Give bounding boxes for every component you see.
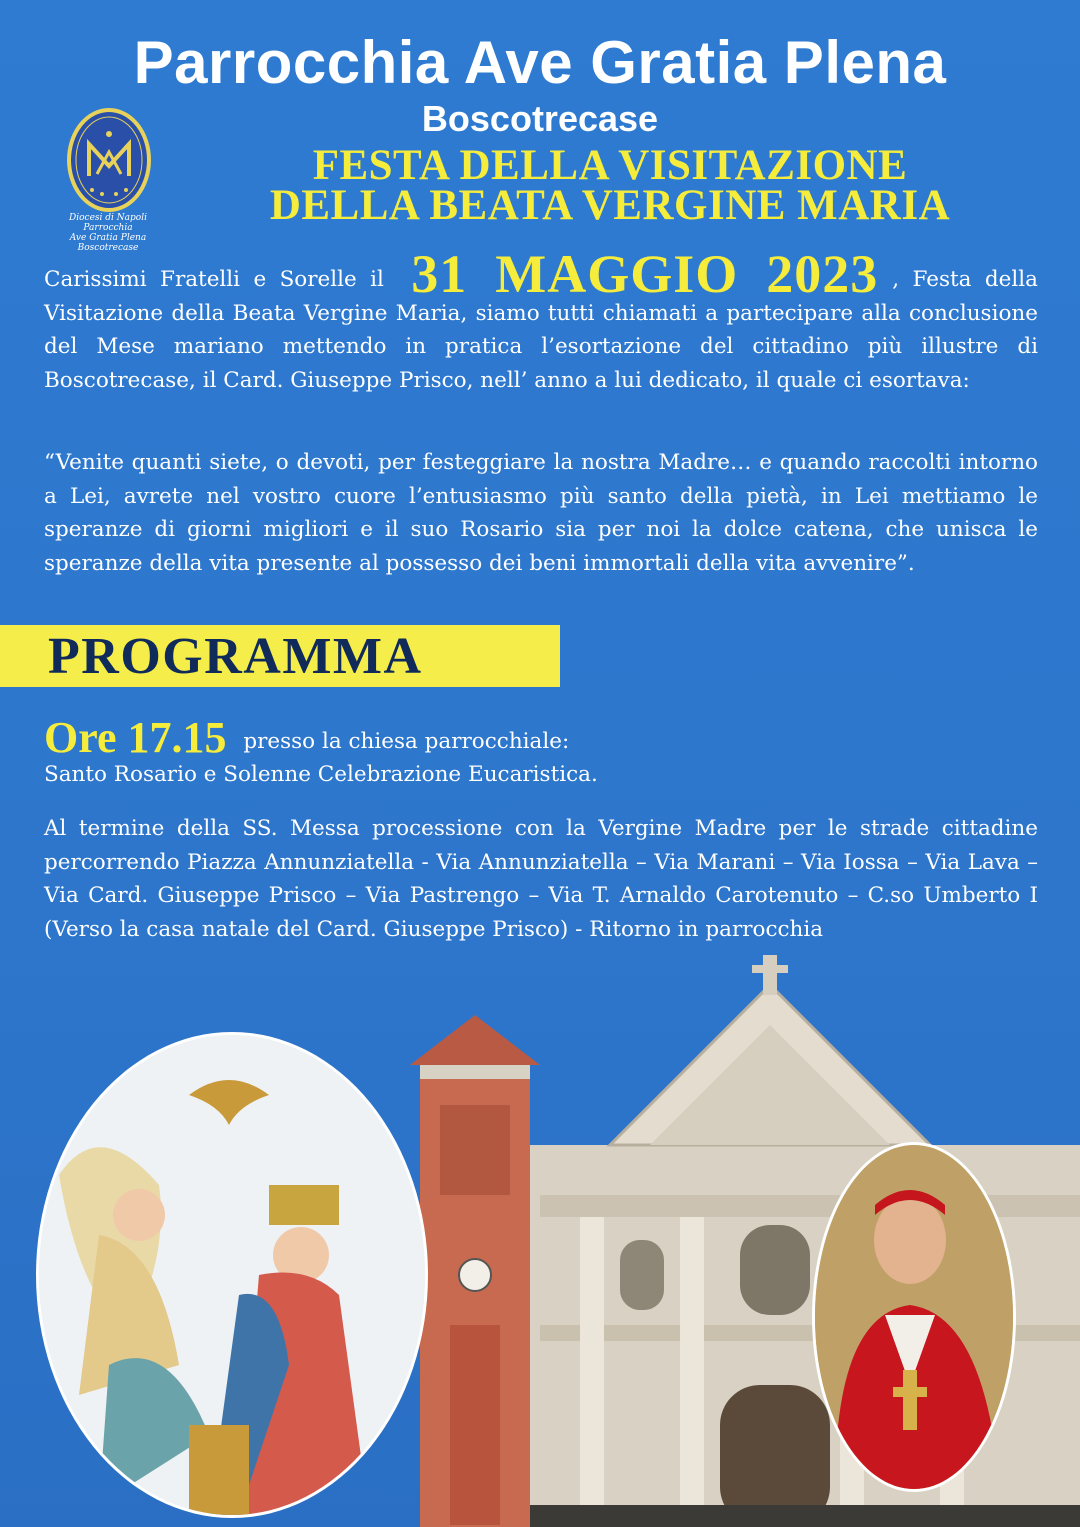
date-day: 31 [411, 244, 468, 304]
event-date [397, 244, 892, 304]
date-month: MAGGIO [495, 244, 739, 304]
annunciation-statue-illustration [39, 1035, 425, 1515]
cardinal-portrait-illustration [815, 1145, 1013, 1489]
intro-text: Festa della Visitazione della Beata Vergine Maria, siamo tutti chiamati a partecipare alla conclusione del Mese mariano mettendo in pratica l’esortazione del cittadino più illustre di Boscotrecase, il Card. Giuseppe Prisco, nell’ anno a lui dedicato, il quale ci esortava: [44, 267, 1038, 393]
mass-description: Santo Rosario e Solenne Celebrazione Eucaristica. [44, 762, 598, 787]
feast-title-line2: DELLA BEATA VERGINE MARIA [269, 182, 951, 229]
procession-route: Al termine della SS. Messa processione con la Vergine Madre per le strade cittadine percorrendo Piazza Annunziatella - Via Annunziatella – Via Marani – Via Iossa – Via Lava – Via Card. Giuseppe Prisco – Via Pastrengo – Via T. Arnaldo Carotenuto – C.so Umberto I (Verso la casa natale del Card. Giuseppe Prisco) - Ritorno in parrocchia [44, 816, 1038, 942]
parish-title: Parrocchia Ave Gratia Plena [133, 29, 947, 96]
logo-caption-line: Boscotrecase [77, 243, 139, 253]
annunciation-statue-photo [36, 1032, 428, 1518]
event-time: Ore 17.15 [44, 713, 227, 762]
feast-title [150, 142, 1070, 229]
cardinal-portrait-photo [812, 1142, 1016, 1492]
schedule-line [44, 712, 1044, 763]
feast-title-line1: FESTA DELLA VISITAZIONE [312, 142, 908, 189]
event-place: presso la chiesa parrocchiale: [243, 729, 570, 754]
programma-heading: PROGRAMMA [48, 628, 423, 685]
town-name: Boscotrecase [421, 98, 659, 139]
prisco-quote: “Venite quanti siete, o devoti, per festeggiare la nostra Madre… e quando raccolti intorno a Lei, avrete nel vostro cuore l’entusiasmo più santo della pietà, in Lei mettiamo le speranze di giorni migliori e il suo Rosario sia per noi la dolce catena, che unisca le speranze della vita presente al possesso dei beni immortali della vita avvenire”. [44, 450, 1038, 576]
date-comma: , [892, 267, 900, 292]
logo-caption-line: Parrocchia [83, 223, 133, 233]
intro-paragraph [44, 244, 1038, 397]
logo-caption-line: Ave Gratia Plena [69, 233, 147, 243]
greeting-text: Carissimi Fratelli e Sorelle il [44, 267, 384, 292]
date-year: 2023 [766, 244, 879, 304]
logo-caption-line: Diocesi di Napoli [69, 213, 147, 223]
